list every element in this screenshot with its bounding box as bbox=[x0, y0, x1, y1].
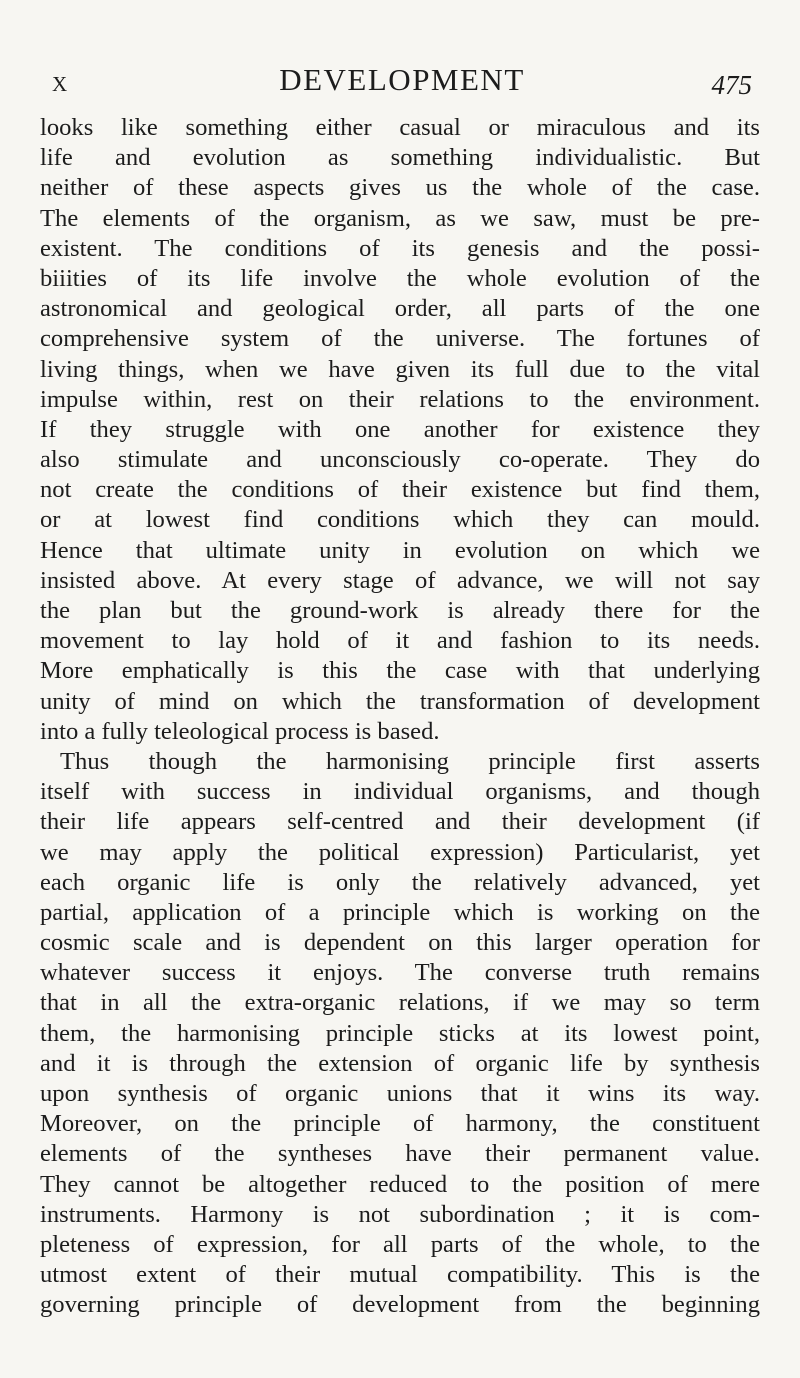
text-line: we may apply the political expression) Particularist, yet bbox=[40, 838, 760, 866]
running-head bbox=[52, 62, 752, 102]
text-line: each organic life is only the relatively advanced, yet bbox=[40, 868, 760, 896]
text-line: the plan but the ground-work is already there for the bbox=[40, 597, 760, 624]
text-line: They cannot be altogether reduced to the position of mere bbox=[40, 1170, 760, 1198]
text-line: partial, application of a principle which is working on the bbox=[40, 898, 760, 926]
text-line: their life appears self-centred and their development (if bbox=[40, 808, 760, 836]
chapter-number: X bbox=[52, 72, 69, 96]
text-line: Hence that ultimate unity in evolution on which we bbox=[40, 536, 760, 564]
text-line: looks like something either casual or miraculous and its bbox=[40, 114, 760, 141]
text-line: elements of the syntheses have their permanent value. bbox=[40, 1140, 760, 1168]
text-line: pleteness of expression, for all parts of the whole, to the bbox=[40, 1230, 760, 1258]
text-line: and it is through the extension of organic life by synthesis bbox=[40, 1049, 760, 1077]
text-line: whatever success it enjoys. The converse truth remains bbox=[40, 959, 760, 987]
text-line: comprehensive system of the universe. The fortunes of bbox=[40, 325, 760, 353]
running-title: DEVELOPMENT bbox=[279, 62, 525, 97]
text-line: instruments. Harmony is not subordination ; it is com- bbox=[40, 1200, 760, 1228]
text-line: governing principle of development from the beginning bbox=[40, 1291, 760, 1319]
text-line: astronomical and geological order, all parts of the one bbox=[40, 295, 760, 323]
body-text bbox=[40, 113, 760, 1321]
text-line: utmost extent of their mutual compatibility. This is the bbox=[40, 1261, 760, 1289]
text-line: Moreover, on the principle of harmony, the constituent bbox=[40, 1110, 760, 1138]
text-line: impulse within, rest on their relations to the environment. bbox=[40, 385, 760, 413]
text-line: insisted above. At every stage of advance, we will not say bbox=[40, 566, 760, 594]
text-line: existent. The conditions of its genesis and the possi- bbox=[40, 234, 760, 262]
text-line: living things, when we have given its full due to the vital bbox=[40, 355, 760, 383]
text-line: Thus though the harmonising principle first asserts bbox=[60, 747, 760, 775]
text-line: them, the harmonising principle sticks at its lowest point, bbox=[40, 1019, 760, 1047]
text-line: also stimulate and unconsciously co-operate. They do bbox=[40, 446, 760, 474]
text-line: or at lowest find conditions which they can mould. bbox=[40, 506, 760, 534]
text-line: into a fully teleological process is based. bbox=[40, 717, 440, 745]
text-line: If they struggle with one another for existence they bbox=[40, 415, 760, 443]
page-number: 475 bbox=[711, 70, 752, 100]
text-line: upon synthesis of organic unions that it wins its way. bbox=[40, 1080, 760, 1107]
text-line: movement to lay hold of it and fashion to its needs. bbox=[40, 627, 760, 655]
text-line: neither of these aspects gives us the whole of the case. bbox=[40, 174, 760, 202]
text-line: life and evolution as something individualistic. But bbox=[40, 144, 760, 172]
text-line: biiities of its life involve the whole evolution of the bbox=[40, 264, 760, 292]
text-line: More emphatically is this the case with that underlying bbox=[40, 657, 760, 685]
text-line: not create the conditions of their existence but find them, bbox=[40, 476, 760, 504]
text-line: that in all the extra-organic relations, if we may so term bbox=[40, 989, 760, 1017]
text-line: itself with success in individual organisms, and though bbox=[40, 778, 760, 806]
text-line: unity of mind on which the transformation of development bbox=[40, 687, 760, 715]
text-line: cosmic scale and is dependent on this larger operation for bbox=[40, 929, 760, 957]
text-line: The elements of the organism, as we saw, must be pre- bbox=[40, 204, 760, 232]
